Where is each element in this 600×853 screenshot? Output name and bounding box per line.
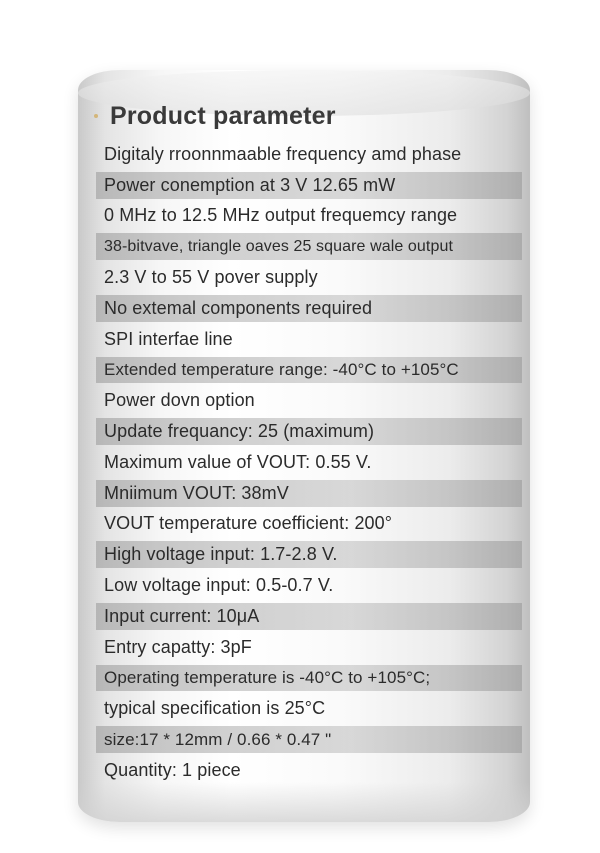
parameter-text: SPI interfae line	[104, 328, 233, 349]
page-title: Product parameter	[110, 101, 336, 130]
parameter-row	[0, 324, 600, 355]
parameter-text: size:17 * 12mm / 0.66 * 0.47 "	[104, 729, 332, 749]
parameter-row	[0, 447, 600, 478]
parameter-text: Input current: 10μA	[104, 605, 260, 626]
parameter-row	[0, 385, 600, 416]
parameter-row	[0, 416, 600, 447]
parameter-row	[0, 139, 600, 170]
parameter-row	[0, 170, 600, 201]
parameter-text: Mniimum VOUT: 38mV	[104, 482, 289, 503]
parameter-text: Digitaly rroonnmaable frequency amd phase	[104, 143, 462, 164]
parameter-row	[0, 355, 600, 386]
parameter-text: typical specification is 25°C	[104, 698, 326, 719]
parameter-text: Extended temperature range: -40°C to +105°C	[104, 359, 459, 379]
parameter-text: Power dovn option	[104, 390, 255, 411]
parameter-row	[0, 601, 600, 632]
parameter-row	[0, 231, 600, 262]
parameter-row	[0, 539, 600, 570]
parameter-text: 0 MHz to 12.5 MHz output frequemcy range	[104, 205, 458, 226]
parameter-text: No extemal components required	[104, 297, 373, 318]
parameter-row	[0, 201, 600, 232]
can-bottom-shadow	[78, 782, 530, 822]
parameter-text: 2.3 V to 55 V pover supply	[104, 267, 318, 288]
parameter-row	[0, 755, 600, 786]
parameter-text: Update frequancy: 25 (maximum)	[104, 421, 375, 442]
parameter-row	[0, 262, 600, 293]
parameter-text: High voltage input: 1.7-2.8 V.	[104, 544, 338, 565]
parameter-row	[0, 478, 600, 509]
parameter-text: Power conemption at 3 V 12.65 mW	[104, 174, 396, 195]
parameter-row	[0, 570, 600, 601]
parameter-text: Operating temperature is -40°C to +105°C;	[104, 667, 431, 687]
parameter-row	[0, 293, 600, 324]
parameter-row	[0, 663, 600, 694]
parameter-text: VOUT temperature coefficient: 200°	[104, 513, 393, 534]
parameter-row	[0, 724, 600, 755]
parameter-text: 38-bitvave, triangle oaves 25 square wale output	[104, 237, 454, 255]
parameter-list	[0, 139, 600, 786]
parameter-text: Entry capatty: 3pF	[104, 636, 252, 657]
header	[94, 98, 336, 134]
parameter-row	[0, 693, 600, 724]
parameter-row	[0, 509, 600, 540]
parameter-text: Quantity: 1 piece	[104, 759, 241, 780]
parameter-text: Maximum value of VOUT: 0.55 V.	[104, 451, 372, 472]
parameter-row	[0, 632, 600, 663]
parameter-text: Low voltage input: 0.5-0.7 V.	[104, 575, 334, 596]
bullet-dot-icon	[94, 114, 98, 118]
